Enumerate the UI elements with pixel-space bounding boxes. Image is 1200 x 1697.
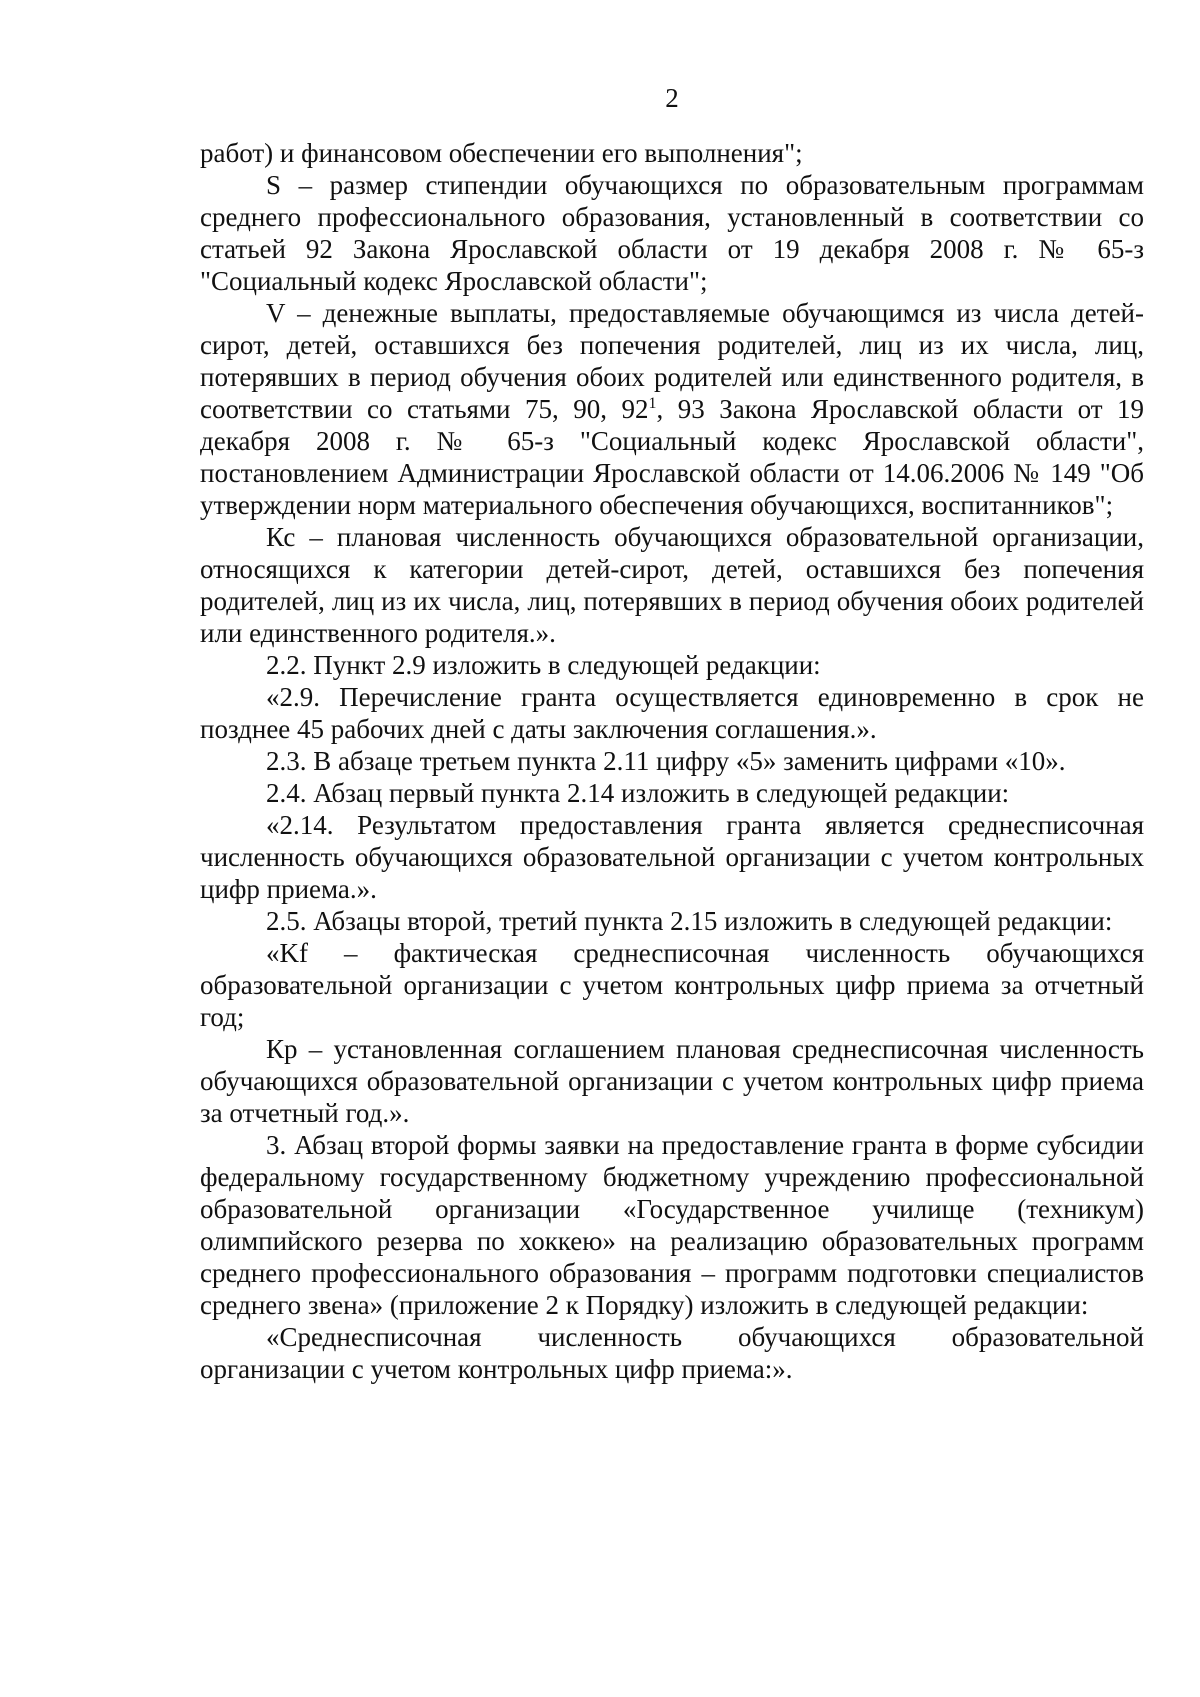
paragraph-payments-part1: V – денежные выплаты, предоставляемые обучающимся из числа детей-сирот, детей, оставшихся без попечения родителей, лиц из их числа, лиц, потерявших в период обучения обоих родителей или единственного родителя, в соответствии со статьями 75, 90, 92 [200,298,1144,424]
document-body [200,137,1144,1385]
paragraph-item-2-5: 2.5. Абзацы второй, третий пункта 2.15 изложить в следующей редакции: [266,906,1113,936]
paragraph-item-2-4: 2.4. Абзац первый пункта 2.14 изложить в следующей редакции: [266,778,1010,808]
paragraph-item-2-3: 2.3. В абзаце третьем пункта 2.11 цифру «5» заменить цифрами «10». [266,746,1066,776]
paragraph-item-2-14-text: «2.14. Результатом предоставления гранта является среднесписочная численность обучающихся образовательной организации с учетом контрольных цифр приема.». [200,810,1144,904]
paragraph-item-2-9-text: «2.9. Перечисление гранта осуществляется единовременно в срок не позднее 45 рабочих дней с даты заключения соглашения.». [200,682,1144,744]
paragraph-item-2-2: 2.2. Пункт 2.9 изложить в следующей редакции: [266,650,821,680]
paragraph-payments-part2: , 93 Закона Ярославской области от 19 декабря 2008 г. № 65-з "Социальный кодекс Ярославской области", постановлением Администрации Ярославской области от 14.06.2006 № 149 "Об утверждении норм материального обеспечения обучающихся, воспитанников"; [200,394,1145,520]
paragraph-kc-definition: Кс – плановая численность обучающихся образовательной организации, относящихся к категории детей-сирот, детей, оставшихся без попечения родителей, лиц из их числа, лиц, потерявших в период обучения обоих родителей или единственного родителя.». [200,522,1144,648]
paragraph-payments-definition [200,297,1144,521]
paragraph-scholarship-definition: S – размер стипендии обучающихся по образовательным программам среднего профессионального образования, установленный в соответствии со статьей 92 Закона Ярославской области от 19 декабря 2008 г. № 65-з "Социальный кодекс Ярославской области"; [200,170,1144,296]
paragraph-kf-definition: «Kf – фактическая среднесписочная численность обучающихся образовательной организации с учетом контрольных цифр приема за отчетный год; [200,938,1144,1032]
paragraph-kp-definition: Кр – установленная соглашением плановая среднесписочная численность обучающихся образовательной организации с учетом контрольных цифр приема за отчетный год.». [200,1034,1144,1128]
paragraph-item-3: 3. Абзац второй формы заявки на предоставление гранта в форме субсидии федеральному государственному бюджетному учреждению профессиональной образовательной организации «Государственное училище (техникум) олимпийского резерва по хоккею» на реализацию образовательных программ среднего профессионального образования – программ подготовки специалистов среднего звена» (приложение 2 к Порядку) изложить в следующей редакции: [200,1130,1144,1320]
page-number: 2 [665,83,679,113]
superscript-1: 1 [648,395,657,412]
paragraph-continuation: работ) и финансовом обеспечении его выполнения"; [200,138,803,168]
paragraph-application-text: «Среднесписочная численность обучающихся образовательной организации с учетом контрольных цифр приема:». [200,1322,1144,1384]
